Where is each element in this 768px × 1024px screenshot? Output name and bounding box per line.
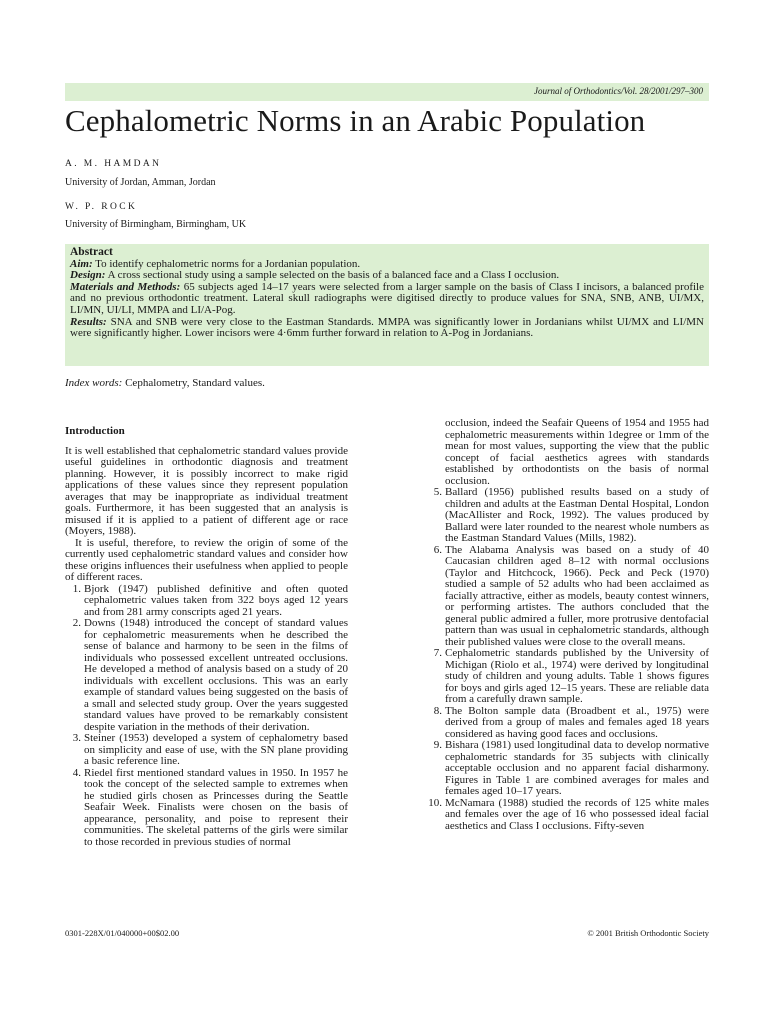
left-column <box>65 426 348 848</box>
list-item <box>426 487 709 545</box>
index-words <box>65 377 265 389</box>
author-name: W. P. ROCK <box>65 202 138 212</box>
list-item <box>426 545 709 649</box>
abstract-design-text: A cross sectional study using a sample selected on the basis of a balanced face and a Class I occlusion. <box>105 269 560 282</box>
list-text: McNamara (1988) studied the records of 125 white males and females over the age of 16 who possessed ideal facial aesthetics and Class I occlusions. Fifty-seven <box>445 796 709 832</box>
right-column <box>426 418 709 832</box>
list-text: The Bolton sample data (Broadbent et al., 1975) were derived from a group of males and females aged 18 years considered as having good faces and occlusions. <box>445 704 709 740</box>
list-number: 4. <box>72 766 81 779</box>
abstract-results <box>70 317 704 340</box>
author-name: A. M. HAMDAN <box>65 159 162 169</box>
list-text: Riedel first mentioned standard values in 1950. In 1957 he took the concept of the selected sample to extremes when he studied girls chosen as Princesses during the Seattle Seafair Week. Finalists were chosen on the basis of appearance, personality, and poise to represent their communities. The skeletal patterns of the girls were similar to those recorded in previous studies of normal <box>84 766 348 848</box>
reference-list <box>426 487 709 832</box>
list-number: 2. <box>72 617 81 629</box>
journal-citation: Journal of Orthodontics/Vol. 28/2001/297–300 <box>533 86 703 96</box>
section-heading: Introduction <box>65 425 125 437</box>
abstract-results-label: Results: <box>70 315 107 328</box>
list-item <box>65 618 348 733</box>
reference-list <box>65 584 348 849</box>
list-text: The Alabama Analysis was based on a study of 40 Caucasian children aged 8–12 with normal occlusions (Taylor and Hitchcock, 1966). Peck and Peck (1970) studied a sample of 52 adults who had been acclaimed as facially attractive, either as models, beauty contest winners, or performing artistes. The authors concluded that the general public admired a fuller, more protrusive dentofacial pattern than was usual in cephalometric standards, although their published values were close to the overall means. <box>445 543 709 648</box>
list-number: 3. <box>72 732 81 744</box>
abstract-heading: Abstract <box>70 246 113 258</box>
list-text: Steiner (1953) developed a system of cephalometry based on simplicity and ease of use, with the SN plane providing a basic reference line. <box>84 732 348 767</box>
abstract-aim-text: To identify cephalometric norms for a Jordanian population. <box>92 257 361 270</box>
journal-header-bar <box>65 83 709 101</box>
list-item <box>65 584 348 619</box>
list-continuation: occlusion, indeed the Seafair Queens of 1954 and 1955 had cephalometric measurements within 1degree or 1mm of the mean for most values, supporting the view that the public concept of facial aesthetics agrees with standards established by orthodontists on the basis of normal occlusion. <box>445 417 709 487</box>
list-item <box>426 798 709 833</box>
abstract-methods-label: Materials and Methods: <box>70 280 181 293</box>
author-affiliation: University of Birmingham, Birmingham, UK <box>65 219 247 230</box>
list-number: 5. <box>433 486 442 498</box>
list-item <box>426 740 709 798</box>
list-item <box>426 706 709 741</box>
index-words-text: Cephalometry, Standard values. <box>122 377 265 389</box>
abstract-results-text: SNA and SNB were very close to the Eastman Standards. MMPA was significantly lower in Jordanians whilst UI/MX and LI/MN were significantly higher. Lower incisors were 4·6mm further forward in relation to A-Pog in Jordanians. <box>70 315 704 340</box>
list-number: 1. <box>72 582 81 595</box>
list-item <box>426 648 709 706</box>
list-item <box>65 768 348 849</box>
list-number: 6. <box>433 543 442 556</box>
list-item <box>65 733 348 768</box>
list-text: Bishara (1981) used longitudinal data to develop normative cephalometric standards for 35 subjects with clinically acceptable occlusion and no apparent facial disharmony. Figures in Table 1 are combined averages for males and females aged 10–17 years. <box>445 739 709 797</box>
list-text: Ballard (1956) published results based on a study of children and adults at the Eastman Dental Hospital, London (MacAllister and Rock, 1992). The values produced by Ballard were later rounded to the nearest whole numbers as the Eastman Standard Values (Mills, 1982). <box>445 486 709 544</box>
footer-code: 0301-228X/01/040000+00$02.00 <box>65 928 180 938</box>
body-paragraph: It is well established that cephalometric standard values provide useful guidelines in orthodontic diagnosis and treatment planning. However, it is possibly incorrect to make rigid applications of these values since they represent population averages that may be inappropriate as individual treatment goals. Furthermore, it has been suggested that an analysis is misused if it is applied to a patient of different age or race (Moyers, 1988). <box>65 444 348 537</box>
abstract-methods <box>70 282 704 317</box>
list-text: Cephalometric standards published by the University of Michigan (Riolo et al., 1974) were derived by longitudinal study of children and young adults. Table 1 shows figures for boys and girls aged 12–15 years. These are reliable data from a carefully drawn sample. <box>445 647 709 705</box>
body-paragraph: It is useful, therefore, to review the origin of some of the currently used cephalometric standard values and consider how these origins influences their usefulness when applied to people of different races. <box>65 536 348 583</box>
list-text: Bjork (1947) published definitive and often quoted cephalometric values taken from 322 boys aged 12 years and from 281 army conscripts aged 21 years. <box>84 582 348 618</box>
list-number: 8. <box>433 704 442 717</box>
abstract-aim-label: Aim: <box>70 257 93 270</box>
index-words-label: Index words: <box>65 377 123 389</box>
abstract-design-label: Design: <box>70 269 106 282</box>
list-text: Downs (1948) introduced the concept of standard values for cephalometric measurements when he described the sense of balance and harmony to be seen in the films of individuals who possessed excellent untreated occlusions. He developed a method of analysis based on a study of 20 individuals with excellent occlusions. This was an early example of standard values being suggested on the basis of a small and selected study group. Over the years suggested standard values have proved to be remarkably consistent despite variation in the methods of their derivation. <box>84 617 348 733</box>
author-affiliation: University of Jordan, Amman, Jordan <box>65 177 216 188</box>
footer-copyright: © 2001 British Orthodontic Society <box>587 928 709 938</box>
list-number: 10. <box>428 796 442 809</box>
list-number: 9. <box>433 739 442 751</box>
abstract-box <box>65 244 709 366</box>
article-title: Cephalometric Norms in an Arabic Population <box>65 103 646 138</box>
abstract-methods-text: 65 subjects aged 14–17 years were selected from a larger sample on the basis of Class I incisors, a balanced profile and no previous orthodontic treatment. Lateral skull radiographs were digitised directly to produce values for SNA, SNB, ANB, UI/MX, LI/MN, UI/LI, MMPA and LI/A-Pog. <box>70 280 704 316</box>
list-number: 7. <box>433 647 442 659</box>
